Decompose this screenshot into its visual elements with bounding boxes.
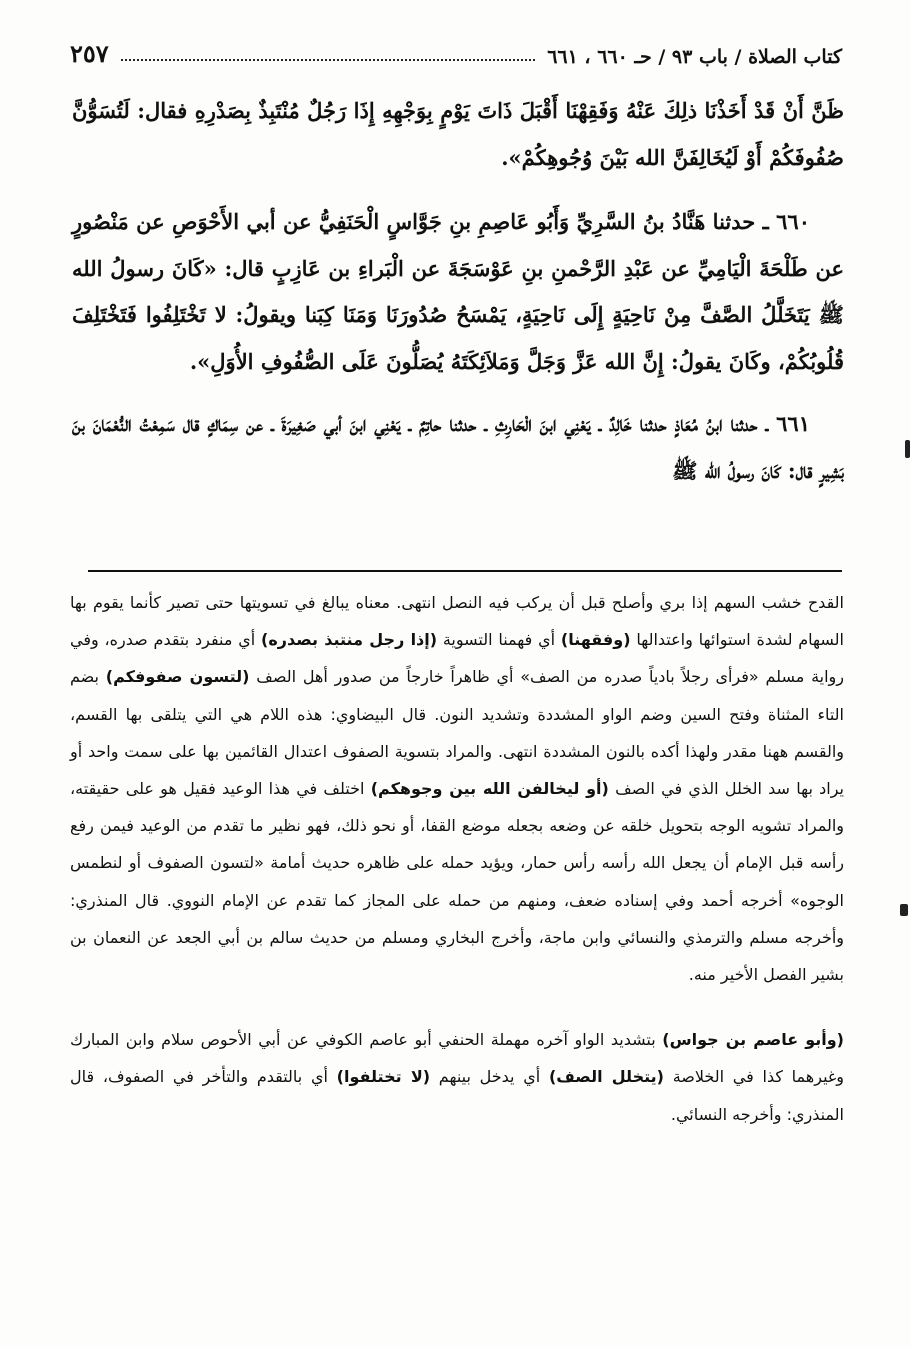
commentary-lemma: (لا تختلفوا) bbox=[336, 1067, 431, 1087]
commentary bbox=[70, 584, 844, 1133]
commentary-block-hadith-659 bbox=[70, 584, 844, 993]
commentary-text: اختلف في هذا الوعيد فقيل هو على حقيقته، والمراد تشويه الوجه بتحويل خلقه عن وضعه بجعله موضع القفا، أو نحو ذلك، فهو نظير ما تقدم من الوعيد فيمن رفع رأسه قبل الإمام أن يجعل الله رأسه رأس حمار، ويؤيد حمله على ظاهره حديث أمامة «لتسون الصفوف أو لنطمس الوجوه» أخرجه أحمد وفي إسناده ضعف، ومنهم من حمله على المجاز كما تقدم عن الإمام النووي. قال المنذري: وأخرجه مسلم والترمذي والنسائي وابن ماجة، وأخرج البخاري ومسلم من حديث سالم بن أبي الجعد عن النعمان بن بشير الفصل الأخير منه. bbox=[70, 779, 844, 985]
commentary-lemma: (لتسون صفوفكم) bbox=[105, 667, 250, 687]
commentary-text: أي منفرد بتقدم صدره، وفي رواية مسلم «فرأى رجلاً بادياً صدره من الصف» أي ظاهراً خارجاً من صدور أهل الصف bbox=[70, 630, 844, 687]
commentary-block-hadith-660 bbox=[70, 1021, 844, 1133]
commentary-lemma: (وأبو عاصم بن جواس) bbox=[662, 1030, 844, 1050]
commentary-text: أي بالتقدم والتأخر في الصفوف، قال المنذري: وأخرجه النسائي. bbox=[70, 1067, 844, 1124]
hadith-text bbox=[72, 88, 844, 510]
commentary-text: بضم التاء المثناة وفتح السين وضم الواو المشددة وتشديد النون. قال البيضاوي: هذه اللام هي التي يتلقى بها القسم، والقسم ههنا مقدر ولهذا أكده بالنون المشددة انتهى. والمراد بتسوية الصفوف اعتدال القائمين بها على سمت واحد أو يراد بها سد الخلل الذي في الصف bbox=[70, 667, 845, 799]
footnote-divider bbox=[88, 570, 842, 572]
page-number: ٢٥٧ bbox=[70, 39, 109, 68]
hadith-continuation: ظَنَّ أَنْ قَدْ أَخَذْنَا ذلِكَ عَنْهُ وَفَقِهْنَا أَقْبَلَ ذَاتَ يَوْمٍ بِوَجْهِهِ إِذَا رَجُلٌ مُنْتَبِذٌ بِصَدْرِهِ فقال: لَتُسَوُّنَّ صُفُوفَكُمْ أَوْ لَيُخَالِفَنَّ الله بَيْنَ وُجُوهِكُمْ». bbox=[72, 98, 844, 170]
commentary-text: أي فهمنا التسوية bbox=[437, 630, 561, 650]
commentary-text: القدح خشب السهم إذا بري وأصلح قبل أن يركب فيه النصل انتهى. معناه يبالغ في تسويتها حتى تصير كأنما يقوم بها السهام لشدة استوائها واعتدالها bbox=[70, 593, 844, 650]
running-header bbox=[70, 28, 842, 68]
header-title: كتاب الصلاة / باب ٩٣ / حـ ٦٦٠ ، ٦٦١ bbox=[547, 46, 842, 68]
commentary-lemma: (يتخلل الصف) bbox=[548, 1067, 664, 1087]
commentary-lemma: (إذا رجل منتبذ بصدره) bbox=[261, 630, 438, 650]
scan-edge-mark bbox=[900, 904, 908, 916]
hadith-661: ٦٦١ ـ حدثنا ابنُ مُعَاذٍ حدثنا خَالِدٌ ـ يَعْنِي ابنَ الْحَارِثِ ـ حدثنا حاتِمٌ ـ يَعْنِي ابنَ أبي صَغِيرَةَ ـ عن سِمَاكٍ قال سَمِعْتُ النُّعْمَانَ بنَ بَشِيرٍ قال: كَانَ رسولُ الله ﷺ bbox=[72, 411, 844, 483]
commentary-text: أي يدخل بينهم bbox=[430, 1067, 549, 1087]
commentary-text: بتشديد الواو آخره مهملة الحنفي أبو عاصم الكوفي عن أبي الأحوص سلام وابن المبارك وغيرهما كذا في الخلاصة bbox=[70, 1030, 844, 1087]
dotted-leader bbox=[121, 59, 536, 61]
commentary-lemma: (أو ليخالفن الله بين وجوهكم) bbox=[370, 779, 609, 799]
hadith-660: ٦٦٠ ـ حدثنا هَنَّادُ بنُ السَّرِيِّ وَأَبُو عَاصِمِ بنِ جَوَّاسٍ الْحَنَفِيُّ عن أبي الأَحْوَصِ عن مَنْصُورٍ عن طَلْحَةَ الْيَامِيِّ عن عَبْدِ الرَّحْمنِ بنِ عَوْسَجَةَ عن الْبَراءِ بن عَازِبٍ قال: «كَانَ رسولُ الله ﷺ يَتَخَلَّلُ الصَّفَّ مِنْ نَاحِيَةٍ إِلَى نَاحِيَةٍ، يَمْسَحُ صُدُورَنَا وَمَنَا كِبَنا ويقولُ: لا تَخْتَلِفُوا فَتَخْتَلِفَ قُلُوبُكُمْ، وكَانَ يقولُ: إِنَّ الله عَزَّ وَجَلَّ وَمَلاَئِكَتَهُ يُصَلُّونَ عَلَى الصُّفُوفِ الأُوَلِ». bbox=[72, 209, 844, 374]
scan-edge-mark bbox=[905, 440, 910, 458]
commentary-lemma: (وفقهنا) bbox=[560, 630, 631, 650]
